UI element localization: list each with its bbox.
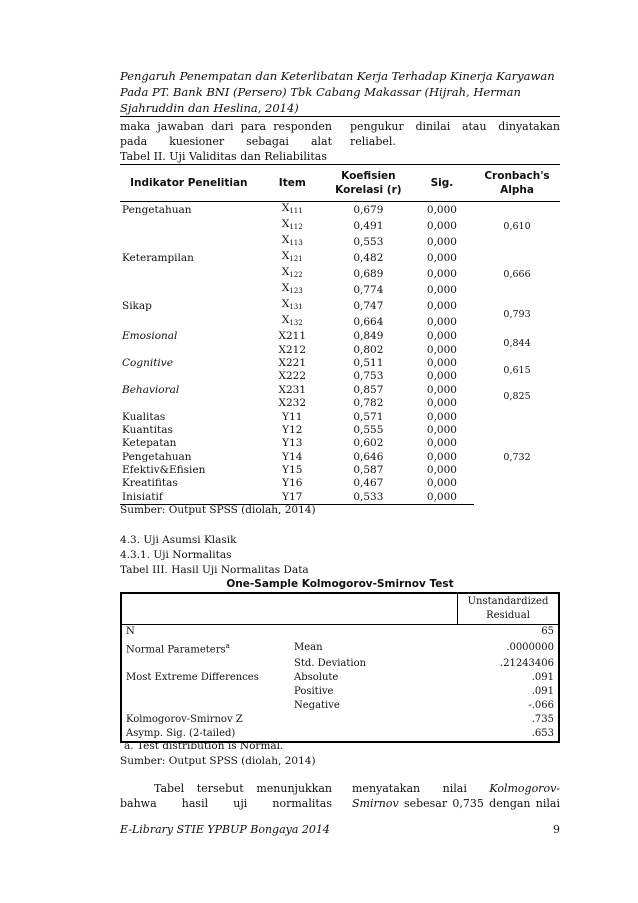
indikator-cell <box>120 314 258 330</box>
sig-cell: 0,000 <box>426 219 457 232</box>
item-cell: $X_{123}$ <box>281 282 303 295</box>
koefisien-cell: 0,587 <box>353 464 384 477</box>
indikator-cell <box>120 218 258 234</box>
intro-right-column <box>350 119 560 149</box>
sig-cell: 0,000 <box>426 343 457 356</box>
alpha-cell: 0,793 <box>503 308 531 320</box>
header-alpha: Cronbach's Alpha <box>474 165 560 202</box>
koefisien-cell: 0,602 <box>353 437 384 450</box>
item-cell: Y12 <box>282 423 303 436</box>
item-cell: Y15 <box>282 464 303 477</box>
table3-caption: Tabel III. Hasil Uji Normalitas Data <box>120 564 309 576</box>
koefisien-cell: 0,753 <box>353 370 384 383</box>
item-cell: X231 <box>278 383 307 396</box>
sig-cell: 0,000 <box>426 315 457 328</box>
validity-reliability-table <box>120 164 560 505</box>
indikator-cell <box>120 282 258 298</box>
table-row <box>120 298 560 314</box>
ks-row-n <box>121 625 559 640</box>
item-cell: $X_{111}$ <box>281 202 303 215</box>
item-cell: Y16 <box>282 477 303 490</box>
header-sig: Sig. <box>410 165 474 202</box>
table2-source: Sumber: Output SPSS (diolah, 2014) <box>120 504 316 516</box>
item-cell: Y17 <box>258 491 327 505</box>
sig-cell: 0,000 <box>426 283 457 296</box>
ks-row-mean <box>121 639 559 657</box>
koefisien-cell: 0,679 <box>353 203 384 216</box>
ks-asymp-value: .653 <box>531 728 554 740</box>
sig-cell: 0,000 <box>426 299 457 312</box>
koefisien-cell: 0,555 <box>353 423 384 436</box>
koefisien-cell: 0,664 <box>353 315 384 328</box>
table-row <box>120 410 560 423</box>
ks-sd-value: .21243406 <box>499 658 554 670</box>
ks-header-row <box>121 593 559 625</box>
item-cell: $X_{112}$ <box>281 218 303 231</box>
koefisien-cell: 0,646 <box>353 450 384 463</box>
indikator-cell: Cognitive <box>122 356 173 369</box>
section-heading-4-3-1: 4.3.1. Uji Normalitas <box>120 549 232 561</box>
alpha-cell: 0,615 <box>503 364 531 376</box>
ks-mean-value: .0000000 <box>506 642 554 654</box>
ks-n-value: 65 <box>458 625 560 640</box>
item-cell: Y11 <box>282 410 303 423</box>
intro-left-line-1: maka jawaban dari para responden <box>120 120 332 133</box>
indikator-cell: Keterampilan <box>122 251 194 264</box>
item-cell: X211 <box>278 330 307 343</box>
sig-cell: 0,000 <box>426 464 457 477</box>
koefisien-cell: 0,482 <box>353 251 384 264</box>
sig-cell: 0,000 <box>426 477 457 490</box>
ks-abs-value: .091 <box>531 672 554 684</box>
alpha-cell: 0,666 <box>503 268 531 280</box>
item-cell: X212 <box>278 343 307 356</box>
item-cell: $X_{131}$ <box>281 298 303 311</box>
indikator-cell: Pengetahuan <box>122 203 192 216</box>
sig-cell: 0,000 <box>426 370 457 383</box>
indikator-cell <box>120 234 258 250</box>
ks-note: a. Test distribution is Normal. <box>124 740 284 752</box>
alpha-cell: 0,732 <box>503 451 531 463</box>
indikator-cell <box>120 397 258 410</box>
ks-med-label: Most Extreme Differences <box>126 672 259 684</box>
koefisien-cell: 0,467 <box>353 477 384 490</box>
koefisien-cell: 0,857 <box>353 383 384 396</box>
ks-np-label: Normal Parameters$^a$ <box>126 642 230 656</box>
sig-cell: 0,000 <box>426 423 457 436</box>
section-heading-4-3: 4.3. Uji Asumsi Klasik <box>120 534 237 546</box>
ks-asymp-label: Asymp. Sig. (2-tailed) <box>126 728 236 740</box>
ks-row-z <box>121 713 559 727</box>
sig-cell: 0,000 <box>426 356 457 369</box>
alpha-cell: 0,610 <box>503 220 531 232</box>
header-rule <box>120 116 560 117</box>
item-cell: $X_{113}$ <box>281 234 303 247</box>
ks-pos-label: Positive <box>294 686 334 698</box>
sig-cell: 0,000 <box>426 330 457 343</box>
ks-test-title: One-Sample Kolmogorov-Smirnov Test <box>226 578 454 590</box>
page-number: 9 <box>553 823 560 836</box>
closing-right-line-2: Smirnov sebesar 0,735 dengan nilai <box>352 797 560 810</box>
ks-mean-label: Mean <box>294 642 323 654</box>
intro-left-line-2: pada kuesioner sebagai alat <box>120 135 332 148</box>
header-koefisien: Koefisien Korelasi (r) <box>327 165 410 202</box>
ks-pos-value: .091 <box>531 686 554 698</box>
ks-row-positive <box>121 685 559 699</box>
item-cell: $X_{122}$ <box>281 266 303 279</box>
ks-test-table <box>120 592 560 743</box>
intro-right-line-2: reliabel. <box>350 135 396 148</box>
ks-row-sd <box>121 657 559 671</box>
item-cell: Y14 <box>282 450 303 463</box>
koefisien-cell: 0,774 <box>353 283 384 296</box>
closing-right-line-1: menyatakan nilai Kolmogorov- <box>352 782 560 795</box>
running-header: Pengaruh Penempatan dan Keterlibatan Kerja Terhadap Kinerja Karyawan Pada PT. Bank BNI (Persero) Tbk Cabang Makassar (Hijrah, Herman Sjahruddin dan Heslina, 2014) <box>120 69 555 115</box>
sig-cell: 0,000 <box>426 410 457 423</box>
indikator-cell: Kuantitas <box>122 423 173 436</box>
page-footer <box>120 823 560 836</box>
table-row <box>120 330 560 343</box>
intro-left-column <box>120 119 332 149</box>
intro-right-line-1: pengukur dinilai atau dinyatakan <box>350 120 560 133</box>
koefisien-cell: 0,782 <box>353 397 384 410</box>
ks-col-header: Unstandardized Residual <box>458 593 560 625</box>
table-row <box>120 357 560 370</box>
closing-left-line-2: bahwa hasil uji normalitas <box>120 797 332 810</box>
ks-row-absolute <box>121 671 559 685</box>
indikator-cell: Inisiatif <box>120 491 258 505</box>
indikator-cell <box>120 370 258 383</box>
koefisien-cell: 0,533 <box>327 491 410 505</box>
ks-neg-value: -.066 <box>528 700 554 712</box>
ks-abs-label: Absolute <box>294 672 339 684</box>
header-item: Item <box>258 165 327 202</box>
koefisien-cell: 0,553 <box>353 235 384 248</box>
indikator-cell <box>120 266 258 282</box>
item-cell: $X_{121}$ <box>281 250 303 263</box>
sig-cell: 0,000 <box>426 235 457 248</box>
sig-cell: 0,000 <box>426 251 457 264</box>
sig-cell: 0,000 <box>426 383 457 396</box>
koefisien-cell: 0,689 <box>353 267 384 280</box>
koefisien-cell: 0,491 <box>353 219 384 232</box>
sig-cell: 0,000 <box>426 203 457 216</box>
ks-n-label: N <box>121 625 458 640</box>
indikator-cell: Pengetahuan <box>122 450 192 463</box>
ks-z-label: Kolmogorov-Smirnov Z <box>126 714 243 726</box>
ks-z-value: .735 <box>531 714 554 726</box>
footer-library: E-Library STIE YPBUP Bongaya 2014 <box>120 823 330 836</box>
indikator-cell: Kualitas <box>122 410 166 423</box>
ks-sd-label: Std. Deviation <box>294 658 367 670</box>
item-cell: $X_{132}$ <box>281 314 303 327</box>
table2-body <box>120 202 560 505</box>
koefisien-cell: 0,571 <box>353 410 384 423</box>
indikator-cell: Behavioral <box>122 383 180 396</box>
ks-neg-label: Negative <box>294 700 340 712</box>
table-row <box>120 384 560 397</box>
table2-caption: Tabel II. Uji Validitas dan Reliabilitas <box>120 150 327 163</box>
sig-cell: 0,000 <box>426 397 457 410</box>
koefisien-cell: 0,802 <box>353 343 384 356</box>
item-cell: X221 <box>278 356 307 369</box>
sig-cell: 0,000 <box>426 267 457 280</box>
table-row <box>120 202 560 219</box>
sig-cell: 0,000 <box>410 491 474 505</box>
table2-header-row <box>120 165 560 202</box>
koefisien-cell: 0,747 <box>353 299 384 312</box>
table3-source: Sumber: Output SPSS (diolah, 2014) <box>120 755 316 767</box>
indikator-cell: Efektiv&Efisien <box>122 464 206 477</box>
alpha-cell: 0,825 <box>503 391 531 403</box>
closing-left-column <box>120 781 332 811</box>
sig-cell: 0,000 <box>426 437 457 450</box>
item-cell: Y13 <box>282 437 303 450</box>
koefisien-cell: 0,849 <box>353 330 384 343</box>
closing-left-line-1: Tabel tersebut menunjukkan <box>154 782 332 795</box>
indikator-cell: Emosional <box>122 330 178 343</box>
sig-cell: 0,000 <box>426 450 457 463</box>
alpha-cell: 0,844 <box>503 337 531 349</box>
closing-right-column <box>352 781 560 811</box>
table-row <box>120 250 560 266</box>
indikator-cell: Ketepatan <box>122 437 177 450</box>
header-indikator: Indikator Penelitian <box>120 165 258 202</box>
ks-row-negative <box>121 699 559 713</box>
indikator-cell: Sikap <box>122 299 152 312</box>
item-cell: X222 <box>278 370 307 383</box>
indikator-cell: Kreatifitas <box>122 477 178 490</box>
koefisien-cell: 0,511 <box>353 356 384 369</box>
indikator-cell <box>120 343 258 356</box>
item-cell: X232 <box>278 397 307 410</box>
